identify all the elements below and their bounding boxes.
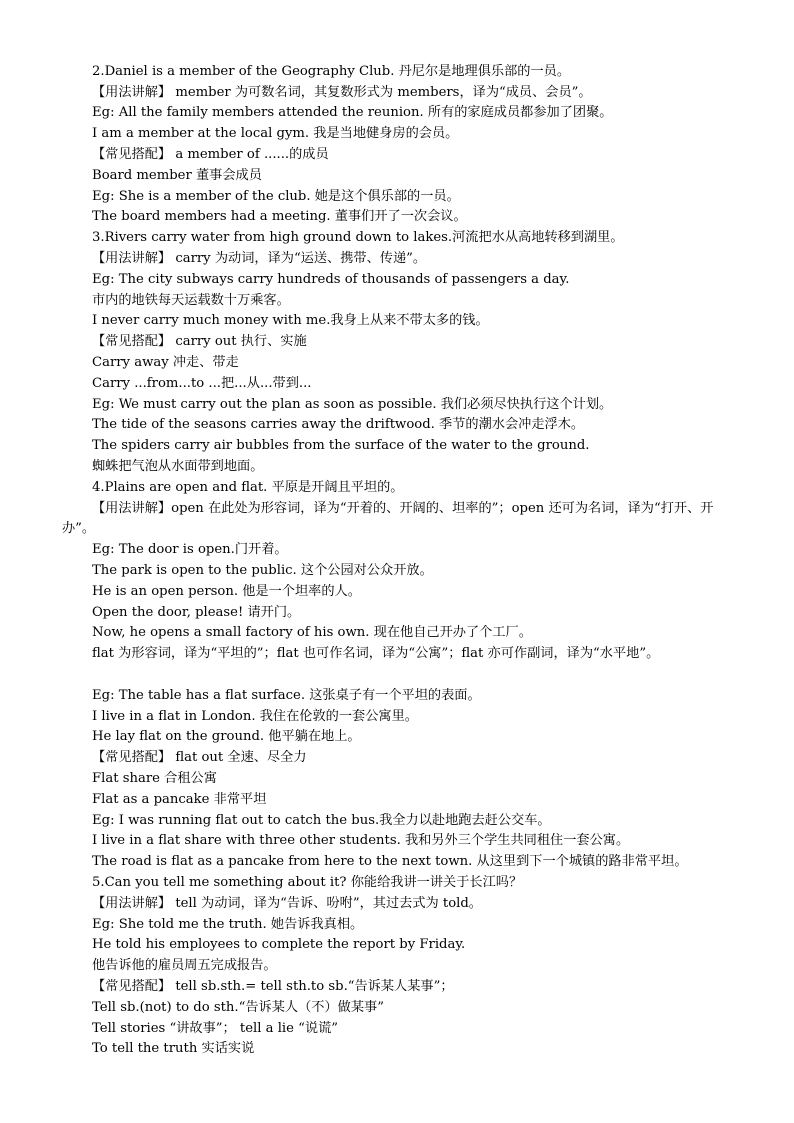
text-line: I never carry much money with me.我身上从来不带太多的钱。 xyxy=(92,313,489,328)
text-line: Eg: She is a member of the club. 她是这个俱乐部的一员。 xyxy=(92,189,460,204)
text-line: Eg: I was running flat out to catch the bus.我全力以赴地跑去赶公交车。 xyxy=(92,813,551,828)
text-line: Eg: The table has a flat surface. 这张桌子有一个平坦的表面。 xyxy=(92,688,481,703)
text-line: The spiders carry air bubbles from the surface of the water to the ground. xyxy=(92,438,590,453)
text-line: Eg: She told me the truth. 她告诉我真相。 xyxy=(92,917,364,932)
text-line: Flat share 合租公寓 xyxy=(92,771,217,786)
text-line: 【用法讲解】 carry 为动词，译为“运送、携带、传递”。 xyxy=(92,251,427,266)
text-line: The tide of the seasons carries away the driftwood. 季节的潮水会冲走浮木。 xyxy=(92,417,585,432)
text-line: 【常见搭配】 flat out 全速、尽全力 xyxy=(92,750,307,765)
text-paragraph: flat 为形容词，译为“平坦的”；flat 也可作名词，译为“公寓”；flat 亦可作副词，译为“水平地”。 xyxy=(92,646,660,661)
text-line: Carry ...from...to ...把...从...带到... xyxy=(92,376,312,391)
text-line: Tell sb.(not) to do sth.“告诉某人（不）做某事” xyxy=(92,1000,384,1015)
text-line: Eg: All the family members attended the reunion. 所有的家庭成员都参加了团聚。 xyxy=(92,105,613,120)
text-line: Board member 董事会成员 xyxy=(92,168,262,183)
text-line: 4.Plains are open and flat. 平原是开阔且平坦的。 xyxy=(92,480,404,495)
text-line: To tell the truth 实话实说 xyxy=(92,1041,255,1056)
text-paragraph: 【用法讲解】open 在此处为形容词，译为“开着的、开阔的、坦率的”；open 还可为名词，译为“打开、开办”。 xyxy=(62,501,714,536)
text-line: 【常见搭配】 tell sb.sth.= tell sth.to sb.“告诉某人某事”； xyxy=(92,979,454,994)
text-line: 2.Daniel is a member of the Geography Club. 丹尼尔是地理俱乐部的一员。 xyxy=(92,64,571,79)
text-line: 3.Rivers carry water from high ground down to lakes.河流把水从高地转移到湖里。 xyxy=(92,230,624,245)
text-line: Eg: The city subways carry hundreds of thousands of passengers a day. xyxy=(92,272,570,287)
text-line: 【常见搭配】 a member of ......的成员 xyxy=(92,147,329,162)
text-line: 他告诉他的雇员周五完成报告。 xyxy=(92,958,277,973)
text-line: I live in a flat in London. 我住在伦敦的一套公寓里。 xyxy=(92,709,418,724)
text-line: 5.Can you tell me something about it? 你能给我讲一讲关于长江吗？ xyxy=(92,875,523,890)
text-line: The park is open to the public. 这个公园对公众开放。 xyxy=(92,563,433,578)
text-line: He lay flat on the ground. 他平躺在地上。 xyxy=(92,729,361,744)
text-line: The board members had a meeting. 董事们开了一次会议。 xyxy=(92,209,467,224)
text-line: Eg: The door is open.门开着。 xyxy=(92,542,288,557)
text-line: Carry away 冲走、带走 xyxy=(92,355,239,370)
text-line: The road is flat as a pancake from here to the next town. 从这里到下一个城镇的路非常平坦。 xyxy=(92,854,688,869)
text-line: I live in a flat share with three other students. 我和另外三个学生共同租住一套公寓。 xyxy=(92,833,630,848)
text-line: Tell stories “讲故事”； tell a lie “说谎” xyxy=(92,1021,338,1036)
text-line: He is an open person. 他是一个坦率的人。 xyxy=(92,584,361,599)
text-line: 市内的地铁每天运载数十万乘客。 xyxy=(92,293,290,308)
text-line: 【用法讲解】 member 为可数名词，其复数形式为 members，译为“成员、会员”。 xyxy=(92,85,592,100)
text-line: 蜘蛛把气泡从水面带到地面。 xyxy=(92,459,264,474)
text-line: Eg: We must carry out the plan as soon as possible. 我们必须尽快执行这个计划。 xyxy=(92,397,613,412)
text-line: Now, he opens a small factory of his own. 现在他自己开办了个工厂。 xyxy=(92,625,532,640)
text-line: Flat as a pancake 非常平坦 xyxy=(92,792,267,807)
text-line: 【常见搭配】 carry out 执行、实施 xyxy=(92,334,307,349)
text-line: He told his employees to complete the report by Friday. xyxy=(92,937,466,952)
text-line: Open the door, please! 请开门。 xyxy=(92,605,301,620)
text-line: I am a member at the local gym. 我是当地健身房的会员。 xyxy=(92,126,459,141)
text-line: 【用法讲解】 tell 为动词，译为“告诉、吩咐”，其过去式为 told。 xyxy=(92,896,482,911)
